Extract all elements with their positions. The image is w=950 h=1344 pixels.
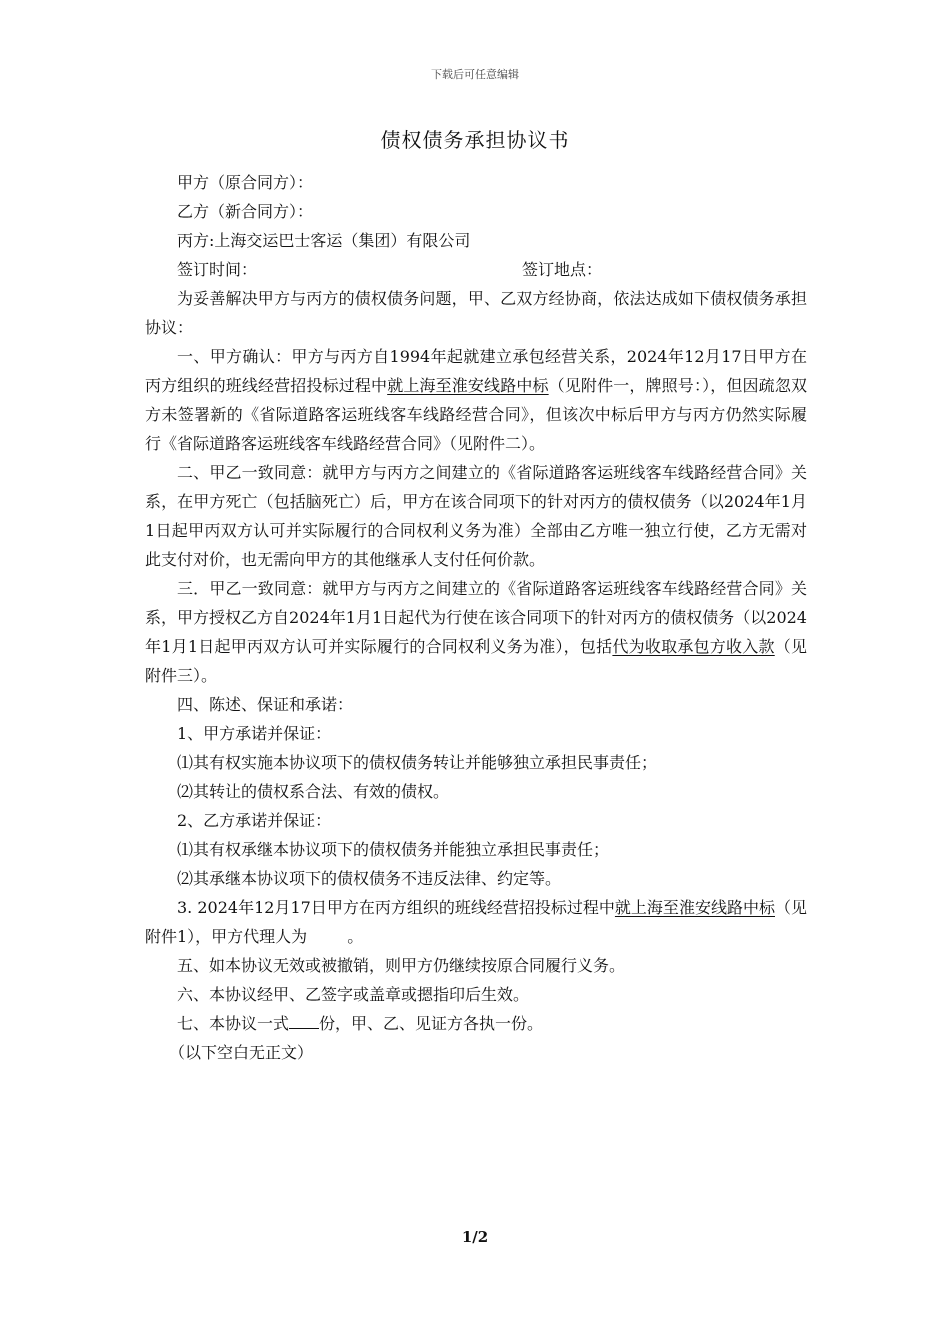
- clause-4-c-text-end: 。: [347, 927, 364, 946]
- sign-time-label: 签订时间：: [177, 260, 258, 279]
- clause-4-c-text-mid: （见附件1），甲方代理人为: [145, 898, 807, 946]
- party-a-line: 甲方（原合同方）：: [177, 173, 314, 192]
- clause-4-b-title: 2、乙方承诺并保证：: [177, 811, 332, 830]
- clause-4-c: [145, 893, 807, 951]
- clause-4-b-item-2: ⑵其承继本协议项下的债权债务不违反法律、约定等。: [177, 869, 562, 888]
- clause-6: 六、本协议经甲、乙签字或盖章或摁指印后生效。: [177, 985, 530, 1004]
- header-note: 下载后可任意编辑: [431, 68, 519, 81]
- clause-2: 二、甲乙一致同意：就甲方与丙方之间建立的《省际道路客运班线客车线路经营合同》关系，在甲方死亡（包括脑死亡）后，甲方在该合同项下的针对丙方的债权债务（以2024年1月1日起甲丙双方认可并实际履行的合同权利义务为准）全部由乙方唯一独立行使，乙方无需对此支付对价，也无需向甲方的其他继承人支付任何价款。: [145, 463, 807, 569]
- clause-7: [145, 1009, 807, 1038]
- blank-note: （以下空白无正文）: [169, 1043, 314, 1062]
- clause-7-text: 七、本协议一式: [177, 1014, 290, 1033]
- clause-1-underlined: 就上海至淮安线路中标: [387, 376, 549, 395]
- clause-4-a-item-1: ⑴其有权实施本协议项下的债权债务转让并能够独立承担民事责任；: [177, 753, 658, 772]
- clause-4-title: 四、陈述、保证和承诺：: [177, 695, 354, 714]
- party-b-line: 乙方（新合同方）：: [177, 202, 314, 221]
- clause-1-text-end: （见附件一，牌照号：），但因疏忽双方未签署新的《省际道路客运班线客车线路经营合同》，但该次中标后甲方与丙方仍然实际履行《省际道路客运班线客车线路经营合同》（见附件二）。: [145, 376, 807, 453]
- clause-4-a-title: 1、甲方承诺并保证：: [177, 724, 332, 743]
- clause-4-c-underlined: 就上海至淮安线路中标: [614, 898, 775, 917]
- clause-3-text-end: （见附件三）。: [145, 637, 807, 685]
- sign-info-row: [145, 255, 807, 284]
- clause-3-text: 三．甲乙一致同意：就甲方与丙方之间建立的《省际道路客运班线客车线路经营合同》关系，甲方授权乙方自2024年1月1日起代为行使在该合同项下的针对丙方的债权债务（以2024年1月1日起甲丙双方认可并实际履行的合同权利义务为准），包括: [145, 579, 807, 656]
- clause-3: [145, 574, 807, 690]
- copies-blank: [289, 1028, 319, 1029]
- clause-4-b-item-1: ⑴其有权承继本协议项下的债权债务并能独立承担民事责任；: [177, 840, 610, 859]
- clause-7-text-end: 份，甲、乙、见证方各执一份。: [319, 1014, 544, 1033]
- intro-paragraph: 为妥善解决甲方与丙方的债权债务问题，甲、乙双方经协商，依法达成如下债权债务承担协议：: [145, 289, 807, 337]
- clause-1-text: 一、甲方确认：甲方与丙方自1994年起就建立承包经营关系，2024年12月17日甲方在丙方组织的班线经营招投标过程中: [145, 347, 807, 395]
- party-c-line: 丙方:上海交运巴士客运（集团）有限公司: [177, 231, 471, 250]
- clause-4-a-item-2: ⑵其转让的债权系合法、有效的债权。: [177, 782, 450, 801]
- clause-5: 五、如本协议无效或被撤销，则甲方仍继续按原合同履行义务。: [177, 956, 626, 975]
- page-number: 1/2: [461, 1228, 489, 1246]
- clause-4-c-text: 3. 2024年12月17日甲方在丙方组织的班线经营招投标过程中: [177, 898, 615, 917]
- clause-1: [145, 342, 807, 458]
- sign-place-label: 签订地点：: [522, 260, 603, 279]
- document-body: [145, 168, 807, 1067]
- clause-3-underlined: 代为收取承包方收入款: [612, 637, 775, 656]
- document-title: 债权债务承担协议书: [380, 128, 570, 152]
